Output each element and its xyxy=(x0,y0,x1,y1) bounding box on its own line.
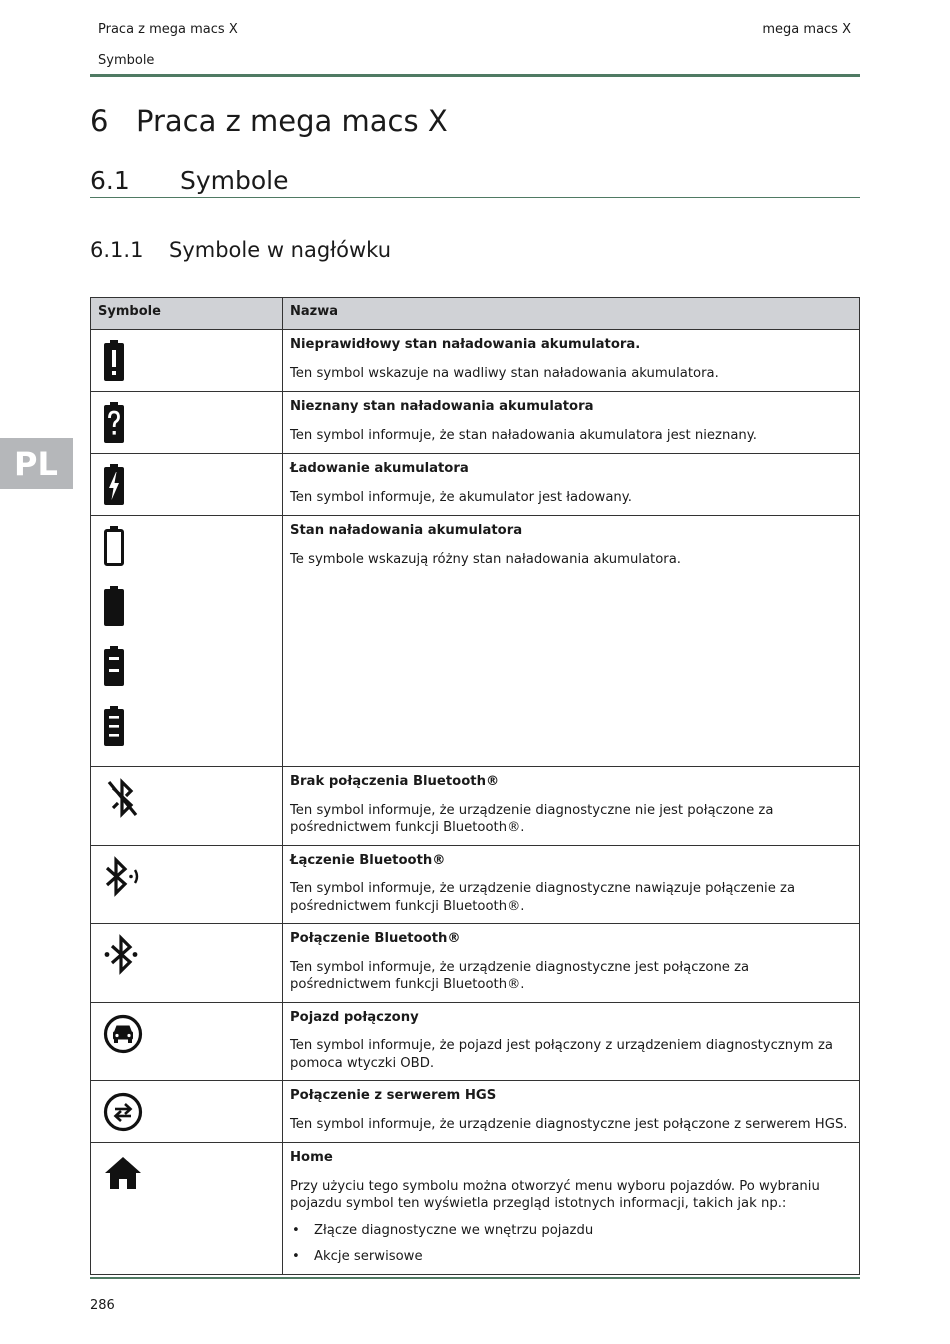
name-cell xyxy=(283,1143,860,1275)
row-description: Ten symbol informuje, że urządzenie diagnostyczne nawiązuje połączenie za pośrednictwem funkcji Bluetooth®. xyxy=(290,881,796,914)
column-header-name: Nazwa xyxy=(283,298,860,330)
page-number: 286 xyxy=(90,1298,115,1313)
battery-low-icon xyxy=(103,586,125,626)
subsection-number: 6.1.1 xyxy=(90,238,144,262)
running-header-product: mega macs X xyxy=(762,22,851,37)
section-divider xyxy=(90,197,860,198)
running-header-section: Symbole xyxy=(98,53,155,68)
name-cell xyxy=(283,1081,860,1143)
row-description: Ten symbol informuje, że urządzenie diagnostyczne jest połączone za pośrednictwem funkcji Bluetooth®. xyxy=(290,959,750,992)
section-heading xyxy=(90,166,289,195)
table-row xyxy=(91,330,860,392)
symbol-cell xyxy=(91,516,283,767)
table-row xyxy=(91,845,860,924)
symbol-cell xyxy=(91,1081,283,1143)
battery-full-icon xyxy=(103,706,125,746)
symbol-cell xyxy=(91,845,283,924)
row-title: Ładowanie akumulatora xyxy=(290,461,469,476)
symbol-cell xyxy=(91,330,283,392)
table-row xyxy=(91,1002,860,1081)
chapter-heading xyxy=(90,104,448,138)
running-header-chapter: Praca z mega macs X xyxy=(98,22,238,37)
vehicle-connected-icon xyxy=(103,1013,145,1055)
name-cell xyxy=(283,924,860,1003)
row-description: Ten symbol informuje, że urządzenie diagnostyczne nie jest połączone za pośrednictwem funkcji Bluetooth®. xyxy=(290,802,774,835)
name-cell xyxy=(283,454,860,516)
subsection-heading xyxy=(90,238,391,262)
symbol-cell xyxy=(91,924,283,1003)
section-title: Symbole xyxy=(180,166,289,195)
language-tab: PL xyxy=(0,438,73,489)
table-row xyxy=(91,924,860,1003)
row-title: Nieznany stan naładowania akumulatora xyxy=(290,399,594,414)
row-title: Łączenie Bluetooth® xyxy=(290,852,446,868)
battery-alert-icon xyxy=(103,340,125,382)
symbol-cell xyxy=(91,1143,283,1275)
name-cell xyxy=(283,330,860,392)
table-header-row xyxy=(91,298,860,330)
symbol-cell xyxy=(91,767,283,846)
table-row xyxy=(91,1143,860,1275)
home-icon xyxy=(103,1153,145,1193)
battery-charging-icon xyxy=(103,464,125,506)
row-title: Brak połączenia Bluetooth® xyxy=(290,774,500,789)
bluetooth-disabled-icon xyxy=(103,777,143,819)
bluetooth-connected-icon xyxy=(103,934,143,976)
battery-medium-icon xyxy=(103,646,125,686)
row-title: Połączenie Bluetooth® xyxy=(290,931,461,946)
table-row xyxy=(91,1081,860,1143)
list-item: • Akcje serwisowe xyxy=(290,1248,852,1266)
symbol-cell xyxy=(91,1002,283,1081)
list-item: • Złącze diagnostyczne we wnętrzu pojazdu xyxy=(290,1222,852,1240)
row-description: Przy użyciu tego symbolu można otworzyć menu wyboru pojazdów. Po wybraniu pojazdu symbol ten wyświetla przegląd istotnych informacji, takich jak np.: xyxy=(290,1178,820,1211)
chapter-number: 6 xyxy=(90,104,109,138)
row-title: Stan naładowania akumulatora xyxy=(290,523,523,538)
table-row xyxy=(91,392,860,454)
bullet-list xyxy=(290,1222,852,1266)
row-description: Te symbole wskazują różny stan naładowania akumulatora. xyxy=(290,551,681,567)
section-number: 6.1 xyxy=(90,166,130,195)
name-cell xyxy=(283,845,860,924)
header-divider xyxy=(90,74,860,77)
row-title: Połączenie z serwerem HGS xyxy=(290,1088,497,1103)
name-cell xyxy=(283,767,860,846)
row-title: Home xyxy=(290,1150,333,1165)
bluetooth-searching-icon xyxy=(103,856,145,898)
server-sync-icon xyxy=(103,1091,145,1133)
row-description: Ten symbol wskazuje na wadliwy stan naładowania akumulatora. xyxy=(290,365,719,381)
table-row xyxy=(91,454,860,516)
name-cell xyxy=(283,516,860,767)
subsection-title: Symbole w nagłówku xyxy=(169,238,391,262)
battery-unknown-icon xyxy=(103,402,125,444)
footer-divider xyxy=(90,1277,860,1279)
row-title: Pojazd połączony xyxy=(290,1009,419,1025)
row-description: Ten symbol informuje, że stan naładowania akumulatora jest nieznany. xyxy=(290,427,757,443)
battery-empty-icon xyxy=(103,526,125,566)
row-description: Ten symbol informuje, że pojazd jest połączony z urządzeniem diagnostycznym za pomoca wtyczki OBD. xyxy=(290,1038,833,1071)
table-row xyxy=(91,767,860,846)
name-cell xyxy=(283,1002,860,1081)
table-row xyxy=(91,516,860,767)
name-cell xyxy=(283,392,860,454)
symbol-cell xyxy=(91,454,283,516)
row-description: Ten symbol informuje, że urządzenie diagnostyczne jest połączone z serwerem HGS. xyxy=(290,1116,848,1132)
row-description: Ten symbol informuje, że akumulator jest ładowany. xyxy=(290,489,632,505)
chapter-title: Praca z mega macs X xyxy=(136,104,448,138)
row-title: Nieprawidłowy stan naładowania akumulatora. xyxy=(290,337,641,352)
column-header-symbols: Symbole xyxy=(91,298,283,330)
symbols-table xyxy=(90,297,860,1275)
symbol-cell xyxy=(91,392,283,454)
